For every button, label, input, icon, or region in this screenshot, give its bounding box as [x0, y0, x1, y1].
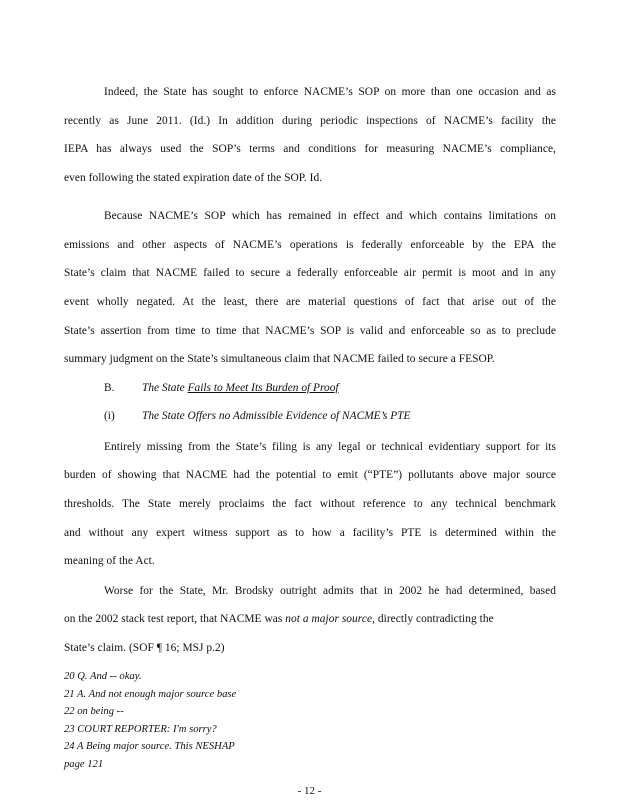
- deposition-quote-line: page 121: [64, 759, 104, 770]
- paragraph-line: State’s claim. (SOF ¶ 16; MSJ p.2): [64, 642, 225, 654]
- paragraph-line: meaning of the Act.: [64, 555, 155, 567]
- paragraph-line: burden of showing that NACME had the potential to emit (“PTE”) pollutants above major source: [64, 469, 556, 481]
- paragraph-line: State’s assertion from time to time that NACME’s SOP is valid and enforceable so as to preclude: [64, 325, 556, 337]
- paragraph-line: Indeed, the State has sought to enforce NACME’s SOP on more than one occasion and as: [104, 86, 556, 98]
- paragraph-line: emissions and other aspects of NACME’s operations is federally enforceable by the EPA the: [64, 239, 556, 251]
- heading-text: The State: [142, 382, 188, 394]
- deposition-quote-line: 23 COURT REPORTER: I'm sorry?: [64, 724, 217, 735]
- paragraph-line: Worse for the State, Mr. Brodsky outright admits that in 2002 he had determined, based: [104, 585, 556, 597]
- section-label-b: B.: [104, 382, 115, 394]
- deposition-quote-line: 21 A. And not enough major source base: [64, 689, 237, 700]
- section-heading-i: The State Offers no Admissible Evidence of NACME’s PTE: [142, 410, 411, 422]
- paragraph-line: IEPA has always used the SOP’s terms and conditions for measuring NACME’s compliance,: [64, 143, 556, 155]
- italic-text-run: not a major source: [285, 613, 373, 625]
- paragraph-line: Entirely missing from the State’s filing is any legal or technical evidentiary support for its: [104, 441, 556, 453]
- paragraph-line: [64, 613, 556, 625]
- deposition-quote-line: 20 Q. And -- okay.: [64, 671, 142, 682]
- deposition-quote-line: 24 A Being major source. This NESHAP: [64, 741, 235, 752]
- paragraph-line: recently as June 2011. (Id.) In addition during periodic inspections of NACME’s facility the: [64, 115, 556, 127]
- paragraph-line: State’s claim that NACME failed to secure a federally enforceable air permit is moot and in any: [64, 267, 556, 279]
- text-run: on the 2002 stack test report, that NACME was: [64, 613, 286, 625]
- paragraph-line: even following the stated expiration date of the SOP. Id.: [64, 172, 323, 184]
- text-run: , directly contradicting the: [372, 613, 494, 625]
- heading-underlined-text: Fails to Meet Its Burden of Proof: [187, 382, 339, 394]
- deposition-quote-line: 22 on being --: [64, 706, 124, 717]
- paragraph-line: summary judgment on the State’s simultaneous claim that NACME failed to secure a FESOP.: [64, 353, 495, 365]
- section-label-i: (i): [104, 410, 115, 422]
- section-heading-b: [142, 382, 339, 394]
- paragraph-line: Because NACME’s SOP which has remained in effect and which contains limitations on: [104, 210, 556, 222]
- paragraph-line: thresholds. The State merely proclaims the fact without reference to any technical benchmark: [64, 498, 556, 510]
- page-number: - 12 -: [297, 785, 322, 797]
- paragraph-line: event wholly negated. At the least, there are material questions of fact that arise out of the: [64, 296, 556, 308]
- paragraph-line: and without any expert witness support as to how a facility’s PTE is determined within the: [64, 527, 556, 539]
